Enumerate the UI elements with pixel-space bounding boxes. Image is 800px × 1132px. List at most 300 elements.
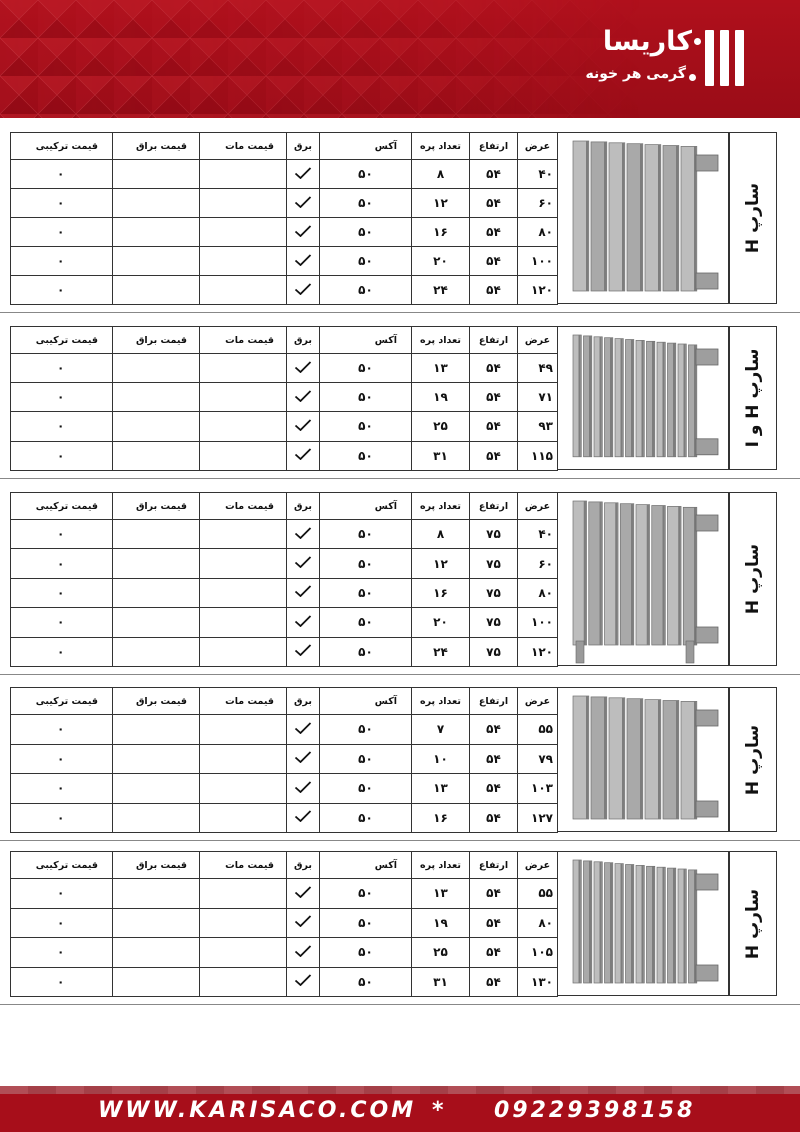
table-row xyxy=(11,441,558,470)
product-name: سارپ H xyxy=(743,543,763,615)
cell-axis: ۵۰ xyxy=(320,160,412,189)
cell-height: ۵۴ xyxy=(470,938,518,968)
spec-table xyxy=(10,492,558,667)
product-name: سارپ H و I xyxy=(743,348,763,448)
cell-height: ۵۴ xyxy=(470,908,518,938)
cell-fins: ۱۶ xyxy=(412,803,470,833)
cell-width: ۱۰۰ xyxy=(518,247,558,276)
column-header-combined-price: قیمت ترکیبی xyxy=(11,852,113,879)
column-header-width: عرض xyxy=(518,327,558,354)
cell-glossy xyxy=(113,549,200,578)
cell-width: ۱۲۷ xyxy=(518,803,558,833)
check-icon xyxy=(294,527,312,539)
cell-height: ۵۴ xyxy=(470,276,518,305)
cell-axis: ۵۰ xyxy=(320,549,412,578)
check-icon xyxy=(294,722,312,734)
cell-glossy xyxy=(113,938,200,968)
column-header-glossy-price: قیمت براق xyxy=(113,852,200,879)
cell-height: ۵۴ xyxy=(470,189,518,218)
product-name: سارپ H xyxy=(743,182,763,254)
cell-fins: ۲۰ xyxy=(412,247,470,276)
cell-combined: ۰ xyxy=(11,520,113,549)
cell-width: ۸۰ xyxy=(518,218,558,247)
cell-matte xyxy=(200,383,287,412)
column-header-matte-price: قیمت مات xyxy=(200,133,287,160)
cell-matte xyxy=(200,908,287,938)
electric-cell xyxy=(287,774,320,804)
cell-glossy xyxy=(113,160,200,189)
electric-cell xyxy=(287,938,320,968)
check-icon xyxy=(294,390,312,402)
cell-axis: ۵۰ xyxy=(320,715,412,745)
table-row xyxy=(11,608,558,637)
cell-combined: ۰ xyxy=(11,412,113,441)
product-name-cell xyxy=(729,687,777,832)
column-header-electric: برق xyxy=(287,688,320,715)
electric-cell xyxy=(287,160,320,189)
footer-separator: * xyxy=(432,1098,447,1123)
cell-axis: ۵۰ xyxy=(320,879,412,909)
brand-tagline: گرمی هر خونه xyxy=(585,66,686,82)
section-divider xyxy=(0,1004,800,1005)
brand-logo xyxy=(524,26,744,96)
cell-width: ۹۳ xyxy=(518,412,558,441)
product-section xyxy=(10,492,790,666)
electric-cell xyxy=(287,276,320,305)
column-header-width: عرض xyxy=(518,852,558,879)
cell-matte xyxy=(200,354,287,383)
cell-fins: ۳۱ xyxy=(412,967,470,997)
electric-cell xyxy=(287,189,320,218)
table-row xyxy=(11,744,558,774)
cell-axis: ۵۰ xyxy=(320,608,412,637)
cell-glossy xyxy=(113,803,200,833)
cell-matte xyxy=(200,967,287,997)
footer-stripe xyxy=(0,1086,800,1094)
cell-matte xyxy=(200,637,287,666)
cell-matte xyxy=(200,608,287,637)
cell-combined: ۰ xyxy=(11,744,113,774)
check-icon xyxy=(294,886,312,898)
table-row xyxy=(11,520,558,549)
cell-combined: ۰ xyxy=(11,549,113,578)
table-row xyxy=(11,218,558,247)
cell-height: ۵۴ xyxy=(470,879,518,909)
table-row xyxy=(11,879,558,909)
column-header-matte-price: قیمت مات xyxy=(200,852,287,879)
column-header-width: عرض xyxy=(518,133,558,160)
cell-axis: ۵۰ xyxy=(320,578,412,607)
column-header-electric: برق xyxy=(287,133,320,160)
footer-phone[interactable]: 09229398158 xyxy=(494,1098,696,1123)
electric-cell xyxy=(287,715,320,745)
cell-fins: ۲۵ xyxy=(412,938,470,968)
cell-axis: ۵۰ xyxy=(320,247,412,276)
electric-cell xyxy=(287,383,320,412)
cell-width: ۴۹ xyxy=(518,354,558,383)
brand-name: کاریسا xyxy=(602,26,692,57)
product-section xyxy=(10,326,790,470)
check-icon xyxy=(294,945,312,957)
cell-glossy xyxy=(113,967,200,997)
column-header-glossy-price: قیمت براق xyxy=(113,493,200,520)
column-header-height: ارتفاع xyxy=(470,327,518,354)
cell-matte xyxy=(200,441,287,470)
column-header-combined-price: قیمت ترکیبی xyxy=(11,493,113,520)
cell-height: ۵۴ xyxy=(470,247,518,276)
product-name-cell xyxy=(729,492,777,666)
cell-glossy xyxy=(113,715,200,745)
table-row xyxy=(11,967,558,997)
cell-width: ۵۵ xyxy=(518,715,558,745)
cell-fins: ۳۱ xyxy=(412,441,470,470)
cell-glossy xyxy=(113,578,200,607)
cell-width: ۱۳۰ xyxy=(518,967,558,997)
check-icon xyxy=(294,167,312,179)
product-section xyxy=(10,851,790,996)
column-header-height: ارتفاع xyxy=(470,133,518,160)
cell-matte xyxy=(200,189,287,218)
product-name: سارپ H xyxy=(743,888,763,959)
product-name-cell xyxy=(729,326,777,470)
cell-fins: ۱۹ xyxy=(412,383,470,412)
product-section xyxy=(10,687,790,832)
radiator-icon xyxy=(558,493,729,666)
cell-glossy xyxy=(113,383,200,412)
cell-axis: ۵۰ xyxy=(320,218,412,247)
column-header-width: عرض xyxy=(518,688,558,715)
cell-axis: ۵۰ xyxy=(320,774,412,804)
cell-axis: ۵۰ xyxy=(320,276,412,305)
cell-width: ۸۰ xyxy=(518,908,558,938)
check-icon xyxy=(294,225,312,237)
table-header-row xyxy=(11,493,558,520)
cell-axis: ۵۰ xyxy=(320,354,412,383)
cell-fins: ۱۳ xyxy=(412,774,470,804)
cell-glossy xyxy=(113,276,200,305)
cell-matte xyxy=(200,938,287,968)
spec-table xyxy=(10,851,558,997)
cell-matte xyxy=(200,412,287,441)
electric-cell xyxy=(287,520,320,549)
cell-combined: ۰ xyxy=(11,967,113,997)
cell-axis: ۵۰ xyxy=(320,441,412,470)
electric-cell xyxy=(287,879,320,909)
cell-axis: ۵۰ xyxy=(320,383,412,412)
cell-axis: ۵۰ xyxy=(320,967,412,997)
electric-cell xyxy=(287,247,320,276)
cell-height: ۵۴ xyxy=(470,412,518,441)
table-row xyxy=(11,578,558,607)
logo-dot-icon xyxy=(694,38,701,45)
electric-cell xyxy=(287,908,320,938)
column-header-matte-price: قیمت مات xyxy=(200,493,287,520)
cell-width: ۶۰ xyxy=(518,549,558,578)
table-row xyxy=(11,354,558,383)
table-row xyxy=(11,549,558,578)
electric-cell xyxy=(287,744,320,774)
electric-cell xyxy=(287,578,320,607)
check-icon xyxy=(294,644,312,656)
cell-combined: ۰ xyxy=(11,715,113,745)
column-header-fins: تعداد پره xyxy=(412,852,470,879)
column-header-axis: آکس xyxy=(320,133,412,160)
section-divider xyxy=(0,674,800,675)
cell-combined: ۰ xyxy=(11,189,113,218)
cell-fins: ۸ xyxy=(412,160,470,189)
cell-combined: ۰ xyxy=(11,879,113,909)
column-header-combined-price: قیمت ترکیبی xyxy=(11,688,113,715)
check-icon xyxy=(294,283,312,295)
cell-glossy xyxy=(113,354,200,383)
page-header xyxy=(0,0,800,118)
check-icon xyxy=(294,361,312,373)
cell-fins: ۱۳ xyxy=(412,354,470,383)
cell-fins: ۲۴ xyxy=(412,276,470,305)
cell-combined: ۰ xyxy=(11,774,113,804)
check-icon xyxy=(294,196,312,208)
cell-height: ۵۴ xyxy=(470,441,518,470)
table-row xyxy=(11,803,558,833)
column-header-glossy-price: قیمت براق xyxy=(113,133,200,160)
cell-matte xyxy=(200,520,287,549)
spec-table xyxy=(10,132,558,305)
table-row xyxy=(11,715,558,745)
cell-height: ۵۴ xyxy=(470,803,518,833)
column-header-height: ارتفاع xyxy=(470,688,518,715)
cell-width: ۱۱۵ xyxy=(518,441,558,470)
cell-glossy xyxy=(113,637,200,666)
cell-combined: ۰ xyxy=(11,608,113,637)
cell-height: ۷۵ xyxy=(470,608,518,637)
cell-width: ۱۰۳ xyxy=(518,774,558,804)
cell-height: ۷۵ xyxy=(470,637,518,666)
table-row xyxy=(11,908,558,938)
check-icon xyxy=(294,915,312,927)
electric-cell xyxy=(287,354,320,383)
cell-matte xyxy=(200,774,287,804)
check-icon xyxy=(294,254,312,266)
product-section xyxy=(10,132,790,304)
column-header-combined-price: قیمت ترکیبی xyxy=(11,133,113,160)
cell-combined: ۰ xyxy=(11,276,113,305)
cell-fins: ۱۹ xyxy=(412,908,470,938)
product-image xyxy=(557,326,729,470)
electric-cell xyxy=(287,803,320,833)
cell-width: ۷۹ xyxy=(518,744,558,774)
radiator-icon xyxy=(558,852,729,996)
cell-combined: ۰ xyxy=(11,247,113,276)
cell-glossy xyxy=(113,608,200,637)
table-row xyxy=(11,189,558,218)
cell-matte xyxy=(200,160,287,189)
electric-cell xyxy=(287,967,320,997)
cell-combined: ۰ xyxy=(11,441,113,470)
check-icon xyxy=(294,974,312,986)
cell-matte xyxy=(200,715,287,745)
cell-matte xyxy=(200,803,287,833)
cell-matte xyxy=(200,549,287,578)
cell-glossy xyxy=(113,412,200,441)
cell-width: ۱۲۰ xyxy=(518,276,558,305)
cell-height: ۵۴ xyxy=(470,160,518,189)
cell-glossy xyxy=(113,879,200,909)
column-header-axis: آکس xyxy=(320,327,412,354)
check-icon xyxy=(294,585,312,597)
cell-width: ۷۱ xyxy=(518,383,558,412)
table-header-row xyxy=(11,133,558,160)
cell-glossy xyxy=(113,774,200,804)
cell-glossy xyxy=(113,189,200,218)
column-header-matte-price: قیمت مات xyxy=(200,688,287,715)
electric-cell xyxy=(287,608,320,637)
cell-height: ۵۴ xyxy=(470,774,518,804)
table-header-row xyxy=(11,688,558,715)
section-divider xyxy=(0,478,800,479)
cell-fins: ۱۰ xyxy=(412,744,470,774)
logo-dot-icon xyxy=(689,74,696,81)
cell-height: ۵۴ xyxy=(470,218,518,247)
cell-width: ۶۰ xyxy=(518,189,558,218)
cell-axis: ۵۰ xyxy=(320,412,412,441)
check-icon xyxy=(294,781,312,793)
cell-combined: ۰ xyxy=(11,938,113,968)
cell-fins: ۱۲ xyxy=(412,189,470,218)
column-header-fins: تعداد پره xyxy=(412,327,470,354)
cell-matte xyxy=(200,879,287,909)
cell-width: ۱۲۰ xyxy=(518,637,558,666)
table-row xyxy=(11,383,558,412)
product-image xyxy=(557,492,729,666)
column-header-combined-price: قیمت ترکیبی xyxy=(11,327,113,354)
product-image xyxy=(557,132,729,304)
cell-height: ۵۴ xyxy=(470,967,518,997)
cell-axis: ۵۰ xyxy=(320,938,412,968)
cell-combined: ۰ xyxy=(11,908,113,938)
column-header-axis: آکس xyxy=(320,493,412,520)
cell-fins: ۱۲ xyxy=(412,549,470,578)
table-row xyxy=(11,160,558,189)
cell-height: ۵۴ xyxy=(470,383,518,412)
electric-cell xyxy=(287,218,320,247)
cell-width: ۱۰۰ xyxy=(518,608,558,637)
cell-matte xyxy=(200,276,287,305)
cell-fins: ۱۶ xyxy=(412,218,470,247)
column-header-fins: تعداد پره xyxy=(412,688,470,715)
cell-glossy xyxy=(113,908,200,938)
check-icon xyxy=(294,751,312,763)
column-header-axis: آکس xyxy=(320,852,412,879)
cell-axis: ۵۰ xyxy=(320,803,412,833)
cell-axis: ۵۰ xyxy=(320,744,412,774)
cell-fins: ۱۳ xyxy=(412,879,470,909)
column-header-axis: آکس xyxy=(320,688,412,715)
cell-combined: ۰ xyxy=(11,383,113,412)
cell-combined: ۰ xyxy=(11,803,113,833)
column-header-matte-price: قیمت مات xyxy=(200,327,287,354)
electric-cell xyxy=(287,441,320,470)
page-footer xyxy=(0,1086,800,1132)
table-row xyxy=(11,774,558,804)
cell-width: ۴۰ xyxy=(518,160,558,189)
check-icon xyxy=(294,556,312,568)
column-header-electric: برق xyxy=(287,327,320,354)
electric-cell xyxy=(287,412,320,441)
cell-height: ۷۵ xyxy=(470,520,518,549)
logo-bars-icon xyxy=(704,30,744,86)
table-header-row xyxy=(11,327,558,354)
check-icon xyxy=(294,810,312,822)
cell-glossy xyxy=(113,247,200,276)
cell-matte xyxy=(200,247,287,276)
column-header-glossy-price: قیمت براق xyxy=(113,688,200,715)
cell-height: ۵۴ xyxy=(470,715,518,745)
cell-glossy xyxy=(113,520,200,549)
table-row xyxy=(11,247,558,276)
product-image xyxy=(557,851,729,996)
cell-fins: ۸ xyxy=(412,520,470,549)
section-divider xyxy=(0,312,800,313)
table-header-row xyxy=(11,852,558,879)
section-divider xyxy=(0,840,800,841)
cell-fins: ۲۵ xyxy=(412,412,470,441)
cell-height: ۵۴ xyxy=(470,354,518,383)
cell-combined: ۰ xyxy=(11,354,113,383)
radiator-icon xyxy=(558,327,729,470)
product-name-cell xyxy=(729,851,777,996)
column-header-width: عرض xyxy=(518,493,558,520)
radiator-icon xyxy=(558,133,729,304)
check-icon xyxy=(294,615,312,627)
footer-website[interactable]: WWW.KARISACO.COM xyxy=(98,1098,417,1123)
column-header-height: ارتفاع xyxy=(470,852,518,879)
spec-table xyxy=(10,687,558,833)
radiator-icon xyxy=(558,688,729,832)
cell-axis: ۵۰ xyxy=(320,189,412,218)
cell-height: ۷۵ xyxy=(470,549,518,578)
cell-matte xyxy=(200,218,287,247)
cell-axis: ۵۰ xyxy=(320,637,412,666)
column-header-fins: تعداد پره xyxy=(412,133,470,160)
cell-fins: ۲۴ xyxy=(412,637,470,666)
column-header-glossy-price: قیمت براق xyxy=(113,327,200,354)
cell-matte xyxy=(200,578,287,607)
product-name: سارپ H xyxy=(743,724,763,795)
electric-cell xyxy=(287,549,320,578)
cell-fins: ۷ xyxy=(412,715,470,745)
cell-height: ۷۵ xyxy=(470,578,518,607)
column-header-electric: برق xyxy=(287,852,320,879)
check-icon xyxy=(294,419,312,431)
cell-width: ۵۵ xyxy=(518,879,558,909)
cell-width: ۱۰۵ xyxy=(518,938,558,968)
cell-combined: ۰ xyxy=(11,218,113,247)
table-row xyxy=(11,938,558,968)
cell-width: ۸۰ xyxy=(518,578,558,607)
column-header-fins: تعداد پره xyxy=(412,493,470,520)
cell-axis: ۵۰ xyxy=(320,908,412,938)
column-header-electric: برق xyxy=(287,493,320,520)
cell-fins: ۱۶ xyxy=(412,578,470,607)
cell-axis: ۵۰ xyxy=(320,520,412,549)
table-row xyxy=(11,276,558,305)
column-header-height: ارتفاع xyxy=(470,493,518,520)
cell-combined: ۰ xyxy=(11,637,113,666)
cell-glossy xyxy=(113,441,200,470)
electric-cell xyxy=(287,637,320,666)
cell-width: ۴۰ xyxy=(518,520,558,549)
cell-glossy xyxy=(113,744,200,774)
